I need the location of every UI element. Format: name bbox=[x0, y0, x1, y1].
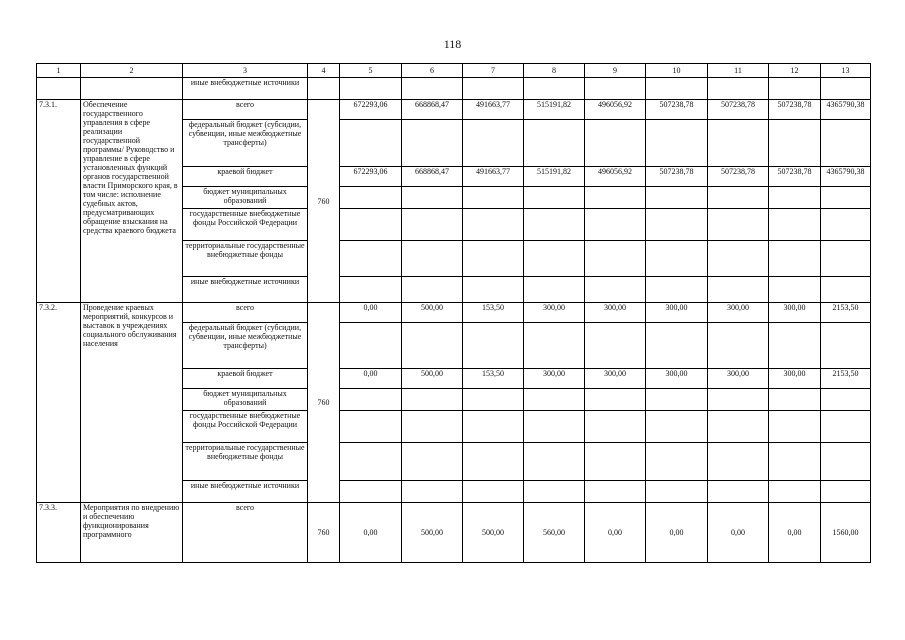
funding-source bbox=[183, 241, 308, 277]
cell-text: федеральный бюджет (субсидии, субвенции, иные межбюджетные трансферты) bbox=[188, 323, 302, 350]
column-header-7: 7 bbox=[463, 64, 524, 78]
funding-source bbox=[183, 120, 308, 167]
cell-text: 500,00 bbox=[482, 528, 504, 537]
cell-text: государственные внебюджетные фонды Российской Федерации bbox=[189, 209, 301, 227]
empty-cell bbox=[340, 78, 402, 100]
value-cell bbox=[340, 187, 402, 209]
value-cell bbox=[463, 167, 524, 187]
cell-text: 300,00 bbox=[727, 369, 749, 378]
value-cell bbox=[463, 100, 524, 120]
column-header-5: 5 bbox=[340, 64, 402, 78]
value-cell bbox=[585, 187, 646, 209]
value-cell bbox=[463, 241, 524, 277]
value-cell bbox=[646, 369, 708, 389]
funding-source bbox=[183, 303, 308, 323]
funding-source bbox=[183, 481, 308, 503]
cell-text: краевой бюджет bbox=[217, 369, 273, 378]
empty-cell bbox=[646, 78, 708, 100]
value-cell bbox=[524, 369, 585, 389]
value-cell bbox=[585, 369, 646, 389]
value-cell bbox=[821, 411, 871, 443]
empty-cell bbox=[585, 78, 646, 100]
value-cell bbox=[646, 443, 708, 481]
budget-table bbox=[36, 63, 871, 563]
funding-source bbox=[183, 443, 308, 481]
cell-text: 300,00 bbox=[665, 303, 688, 312]
value-cell bbox=[769, 100, 821, 120]
cell-text: 496056,92 bbox=[598, 100, 632, 109]
value-cell bbox=[769, 120, 821, 167]
value-cell bbox=[402, 120, 463, 167]
funding-source bbox=[183, 503, 308, 563]
cell-text: иные внебюджетные источники bbox=[190, 78, 300, 87]
value-cell bbox=[524, 481, 585, 503]
value-cell bbox=[708, 369, 769, 389]
cell-text: 760 bbox=[317, 528, 330, 537]
value-cell bbox=[708, 100, 769, 120]
cell-text: 4365790,38 bbox=[826, 167, 865, 176]
cell-text: 1560,00 bbox=[832, 528, 859, 537]
funding-source bbox=[183, 369, 308, 389]
column-header-2: 2 bbox=[81, 64, 183, 78]
cell-text: 300,00 bbox=[543, 369, 565, 378]
cell-text: 153,50 bbox=[482, 369, 504, 378]
value-cell bbox=[524, 120, 585, 167]
value-cell bbox=[463, 389, 524, 411]
cell-text: 672293,06 bbox=[353, 100, 388, 109]
value-cell bbox=[402, 503, 463, 563]
empty-cell bbox=[524, 78, 585, 100]
funding-source bbox=[183, 100, 308, 120]
value-cell bbox=[402, 187, 463, 209]
value-cell bbox=[463, 443, 524, 481]
cell-text: 507238,78 bbox=[721, 100, 755, 109]
value-cell bbox=[463, 323, 524, 369]
cell-text: 300,00 bbox=[604, 369, 626, 378]
value-cell bbox=[524, 277, 585, 303]
empty-cell bbox=[769, 78, 821, 100]
cell-text: 0,00 bbox=[363, 303, 378, 312]
cell-text: всего bbox=[235, 503, 254, 512]
value-cell bbox=[821, 277, 871, 303]
continuation-row bbox=[37, 78, 871, 100]
value-cell bbox=[708, 411, 769, 443]
value-cell bbox=[340, 100, 402, 120]
value-cell bbox=[585, 100, 646, 120]
value-cell bbox=[821, 241, 871, 277]
cell-text: 507238,78 bbox=[659, 100, 694, 109]
empty-cell bbox=[308, 78, 340, 100]
value-cell bbox=[340, 323, 402, 369]
value-cell bbox=[708, 187, 769, 209]
column-header-4: 4 bbox=[308, 64, 340, 78]
value-cell bbox=[769, 369, 821, 389]
grbs-code bbox=[308, 100, 340, 303]
empty-cell bbox=[463, 78, 524, 100]
cell-text: 2153,50 bbox=[832, 369, 859, 378]
cell-text: федеральный бюджет (субсидии, субвенции, иные межбюджетные трансферты) bbox=[188, 120, 302, 147]
item-number bbox=[37, 303, 81, 503]
value-cell bbox=[769, 241, 821, 277]
funding-source bbox=[183, 209, 308, 241]
cell-text: 668868,47 bbox=[415, 100, 449, 109]
item-number bbox=[37, 503, 81, 563]
value-cell bbox=[402, 411, 463, 443]
value-cell bbox=[524, 503, 585, 563]
cell-text: 496056,92 bbox=[598, 167, 632, 176]
value-cell bbox=[821, 167, 871, 187]
value-cell bbox=[402, 369, 463, 389]
value-cell bbox=[708, 389, 769, 411]
funding-source bbox=[183, 78, 308, 100]
value-cell bbox=[524, 187, 585, 209]
cell-text: территориальные государственные внебюджетные фонды bbox=[185, 241, 305, 259]
value-cell bbox=[769, 187, 821, 209]
value-cell bbox=[708, 503, 769, 563]
value-cell bbox=[585, 209, 646, 241]
value-cell bbox=[585, 443, 646, 481]
cell-text: бюджет муниципальных образований bbox=[203, 389, 287, 407]
value-cell bbox=[708, 443, 769, 481]
cell-text: 4365790,38 bbox=[826, 100, 865, 109]
value-cell bbox=[402, 303, 463, 323]
value-cell bbox=[708, 481, 769, 503]
cell-text: 0,00 bbox=[669, 528, 684, 537]
column-header-11: 11 bbox=[708, 64, 769, 78]
funding-source bbox=[183, 323, 308, 369]
empty-cell bbox=[821, 78, 871, 100]
value-cell bbox=[524, 167, 585, 187]
value-cell bbox=[340, 277, 402, 303]
value-cell bbox=[340, 481, 402, 503]
value-cell bbox=[340, 389, 402, 411]
column-header-13: 13 bbox=[821, 64, 871, 78]
value-cell bbox=[585, 277, 646, 303]
value-cell bbox=[402, 167, 463, 187]
value-cell bbox=[821, 323, 871, 369]
cell-text: 300,00 bbox=[783, 303, 806, 312]
value-cell bbox=[769, 389, 821, 411]
value-cell bbox=[769, 443, 821, 481]
value-cell bbox=[402, 481, 463, 503]
value-cell bbox=[463, 120, 524, 167]
cell-text: 500,00 bbox=[421, 528, 443, 537]
cell-text: государственные внебюджетные фонды Российской Федерации bbox=[189, 411, 301, 429]
budget-table-body bbox=[37, 64, 871, 563]
value-cell bbox=[821, 100, 871, 120]
cell-text: 7.3.2. bbox=[39, 303, 57, 312]
value-cell bbox=[708, 323, 769, 369]
value-cell bbox=[402, 241, 463, 277]
cell-text: Обеспечение государственного управления в сфере реализации государственной программы/ Руководство и управление в сфере установленных функций органов государственной власти Приморского края, в том числе: исполнение судебных актов, предусматривающих обращение взыскания на средства краевого бюджета bbox=[83, 100, 178, 235]
empty-cell bbox=[402, 78, 463, 100]
cell-text: всего bbox=[235, 303, 254, 312]
value-cell bbox=[708, 167, 769, 187]
cell-text: 507238,78 bbox=[721, 167, 755, 176]
column-header-9: 9 bbox=[585, 64, 646, 78]
value-cell bbox=[769, 481, 821, 503]
value-cell bbox=[646, 303, 708, 323]
table-row bbox=[37, 100, 871, 120]
column-header-3: 3 bbox=[183, 64, 308, 78]
value-cell bbox=[821, 369, 871, 389]
cell-text: 7.3.1. bbox=[39, 100, 57, 109]
column-header-12: 12 bbox=[769, 64, 821, 78]
value-cell bbox=[769, 411, 821, 443]
item-name bbox=[81, 303, 183, 503]
value-cell bbox=[402, 209, 463, 241]
cell-text: 300,00 bbox=[783, 369, 806, 378]
grbs-code bbox=[308, 503, 340, 563]
value-cell bbox=[340, 411, 402, 443]
value-cell bbox=[585, 411, 646, 443]
value-cell bbox=[821, 481, 871, 503]
cell-text: 491663,77 bbox=[476, 167, 510, 176]
value-cell bbox=[585, 120, 646, 167]
value-cell bbox=[463, 209, 524, 241]
value-cell bbox=[708, 209, 769, 241]
funding-source bbox=[183, 411, 308, 443]
cell-text: 500,00 bbox=[421, 369, 443, 378]
funding-source bbox=[183, 187, 308, 209]
funding-source bbox=[183, 277, 308, 303]
value-cell bbox=[340, 303, 402, 323]
value-cell bbox=[340, 369, 402, 389]
value-cell bbox=[585, 481, 646, 503]
value-cell bbox=[463, 369, 524, 389]
value-cell bbox=[646, 323, 708, 369]
value-cell bbox=[585, 503, 646, 563]
value-cell bbox=[463, 481, 524, 503]
value-cell bbox=[402, 443, 463, 481]
cell-text: 491663,77 bbox=[476, 100, 510, 109]
cell-text: 300,00 bbox=[665, 369, 688, 378]
empty-cell bbox=[81, 78, 183, 100]
value-cell bbox=[646, 187, 708, 209]
value-cell bbox=[769, 503, 821, 563]
empty-cell bbox=[708, 78, 769, 100]
funding-source bbox=[183, 389, 308, 411]
cell-text: 668868,47 bbox=[415, 167, 449, 176]
value-cell bbox=[821, 187, 871, 209]
value-cell bbox=[463, 277, 524, 303]
value-cell bbox=[585, 241, 646, 277]
value-cell bbox=[585, 323, 646, 369]
value-cell bbox=[340, 503, 402, 563]
cell-text: Проведение краевых мероприятий, конкурсов и выставок в учреждениях социального обслуживания населения bbox=[83, 303, 177, 348]
value-cell bbox=[340, 120, 402, 167]
value-cell bbox=[821, 120, 871, 167]
value-cell bbox=[585, 167, 646, 187]
cell-text: 0,00 bbox=[363, 528, 378, 537]
cell-text: 515191,82 bbox=[537, 167, 571, 176]
cell-text: 507238,78 bbox=[777, 100, 812, 109]
value-cell bbox=[646, 100, 708, 120]
value-cell bbox=[769, 277, 821, 303]
value-cell bbox=[585, 389, 646, 411]
table-row bbox=[37, 303, 871, 323]
item-number bbox=[37, 100, 81, 303]
cell-text: краевой бюджет bbox=[217, 167, 273, 176]
cell-text: бюджет муниципальных образований bbox=[203, 187, 287, 205]
column-header-8: 8 bbox=[524, 64, 585, 78]
cell-text: 560,00 bbox=[543, 528, 565, 537]
value-cell bbox=[708, 241, 769, 277]
value-cell bbox=[402, 100, 463, 120]
cell-text: 0,00 bbox=[787, 528, 802, 537]
value-cell bbox=[524, 209, 585, 241]
value-cell bbox=[769, 303, 821, 323]
table-row bbox=[37, 503, 871, 563]
cell-text: 507238,78 bbox=[777, 167, 812, 176]
value-cell bbox=[524, 100, 585, 120]
cell-text: территориальные государственные внебюджетные фонды bbox=[185, 443, 305, 461]
value-cell bbox=[708, 277, 769, 303]
cell-text: 500,00 bbox=[421, 303, 443, 312]
value-cell bbox=[524, 389, 585, 411]
cell-text: 0,00 bbox=[731, 528, 745, 537]
value-cell bbox=[646, 241, 708, 277]
value-cell bbox=[769, 323, 821, 369]
cell-text: 0,00 bbox=[363, 369, 378, 378]
value-cell bbox=[821, 303, 871, 323]
value-cell bbox=[769, 167, 821, 187]
value-cell bbox=[646, 209, 708, 241]
value-cell bbox=[821, 443, 871, 481]
grbs-code bbox=[308, 303, 340, 503]
value-cell bbox=[402, 389, 463, 411]
value-cell bbox=[340, 167, 402, 187]
cell-text: 760 bbox=[317, 398, 330, 407]
funding-source bbox=[183, 167, 308, 187]
value-cell bbox=[524, 443, 585, 481]
value-cell bbox=[463, 411, 524, 443]
item-name bbox=[81, 100, 183, 303]
value-cell bbox=[524, 323, 585, 369]
value-cell bbox=[821, 209, 871, 241]
value-cell bbox=[463, 303, 524, 323]
value-cell bbox=[524, 303, 585, 323]
value-cell bbox=[646, 411, 708, 443]
value-cell bbox=[646, 120, 708, 167]
value-cell bbox=[340, 209, 402, 241]
value-cell bbox=[463, 503, 524, 563]
page-number: 118 bbox=[443, 37, 462, 51]
column-header-6: 6 bbox=[402, 64, 463, 78]
value-cell bbox=[821, 389, 871, 411]
value-cell bbox=[708, 303, 769, 323]
cell-text: 153,50 bbox=[482, 303, 504, 312]
value-cell bbox=[821, 503, 871, 563]
value-cell bbox=[646, 481, 708, 503]
cell-text: 507238,78 bbox=[659, 167, 694, 176]
value-cell bbox=[708, 120, 769, 167]
value-cell bbox=[402, 323, 463, 369]
value-cell bbox=[646, 503, 708, 563]
cell-text: иные внебюджетные источники bbox=[190, 481, 300, 490]
value-cell bbox=[769, 209, 821, 241]
cell-text: 300,00 bbox=[543, 303, 565, 312]
value-cell bbox=[646, 277, 708, 303]
cell-text: 515191,82 bbox=[537, 100, 571, 109]
cell-text: Мероприятия по внедрению и обеспечению функционирования программного bbox=[83, 503, 180, 539]
cell-text: 300,00 bbox=[727, 303, 749, 312]
value-cell bbox=[646, 167, 708, 187]
header-row bbox=[37, 64, 871, 78]
cell-text: 760 bbox=[317, 196, 330, 206]
cell-text: всего bbox=[235, 100, 254, 109]
value-cell bbox=[524, 411, 585, 443]
cell-text: 7.3.3. bbox=[39, 503, 57, 512]
cell-text: иные внебюджетные источники bbox=[190, 277, 300, 286]
empty-cell bbox=[37, 78, 81, 100]
item-name bbox=[81, 503, 183, 563]
cell-text: 0,00 bbox=[608, 528, 622, 537]
column-header-10: 10 bbox=[646, 64, 708, 78]
cell-text: 672293,06 bbox=[353, 167, 388, 176]
cell-text: 2153,50 bbox=[832, 303, 859, 312]
cell-text: 300,00 bbox=[604, 303, 626, 312]
value-cell bbox=[340, 443, 402, 481]
value-cell bbox=[340, 241, 402, 277]
value-cell bbox=[646, 389, 708, 411]
value-cell bbox=[524, 241, 585, 277]
value-cell bbox=[402, 277, 463, 303]
value-cell bbox=[463, 187, 524, 209]
column-header-1: 1 bbox=[37, 64, 81, 78]
value-cell bbox=[585, 303, 646, 323]
